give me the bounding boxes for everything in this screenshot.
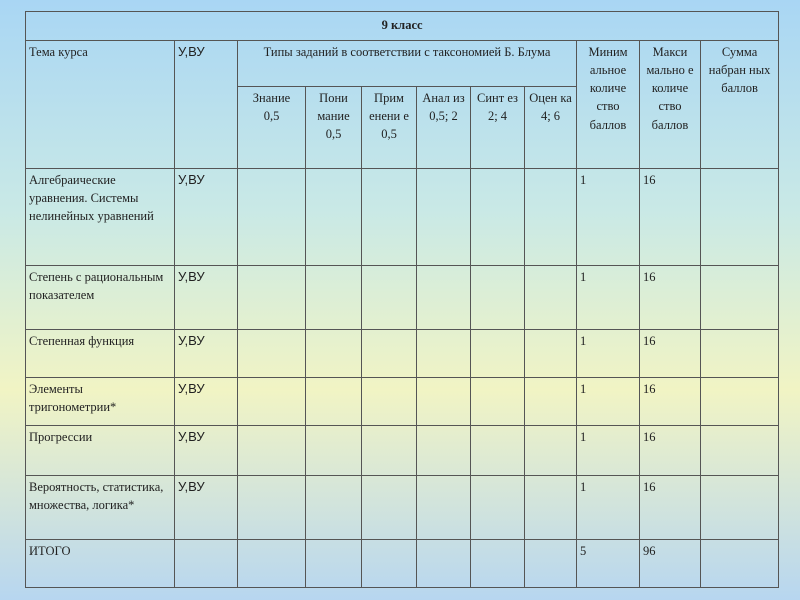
row-max-score: 16 — [640, 476, 701, 540]
empty-cell — [306, 476, 362, 540]
empty-cell — [471, 540, 525, 588]
row-min-score: 1 — [577, 426, 640, 476]
row-topic: Алгебраические уравнения. Системы нелинейных уравнений — [26, 169, 175, 266]
sub-name: Анал из — [422, 91, 465, 105]
row-sum-score — [701, 476, 779, 540]
empty-cell — [175, 540, 238, 588]
empty-cell — [525, 426, 577, 476]
sub-name: Прим енени е — [369, 91, 409, 124]
empty-cell — [362, 378, 417, 426]
empty-cell — [417, 169, 471, 266]
row-level: У,ВУ — [175, 169, 238, 266]
empty-cell — [306, 169, 362, 266]
table-row — [26, 330, 779, 378]
header-sum-score: Сумма набран ных баллов — [701, 41, 779, 169]
row-sum-score — [701, 378, 779, 426]
header-taxonomy: Типы заданий в соответствии с таксономией Б. Блума — [238, 41, 577, 87]
empty-cell — [525, 476, 577, 540]
sub-name: Оцен ка — [529, 91, 572, 105]
empty-cell — [238, 330, 306, 378]
empty-cell — [306, 266, 362, 330]
table-row — [26, 266, 779, 330]
empty-cell — [306, 540, 362, 588]
empty-cell — [238, 426, 306, 476]
empty-cell — [362, 169, 417, 266]
empty-cell — [362, 330, 417, 378]
header-sub-cell — [417, 87, 471, 169]
row-level: У,ВУ — [175, 330, 238, 378]
row-sum-score — [701, 426, 779, 476]
row-topic: Степень с рациональным показателем — [26, 266, 175, 330]
total-min-score: 5 — [577, 540, 640, 588]
row-min-score: 1 — [577, 330, 640, 378]
sub-name: Знание — [252, 91, 291, 105]
empty-cell — [417, 426, 471, 476]
empty-cell — [238, 476, 306, 540]
empty-cell — [417, 378, 471, 426]
empty-cell — [417, 330, 471, 378]
empty-cell — [238, 169, 306, 266]
header-max-score: Макси мально е количе ство баллов — [640, 41, 701, 169]
empty-cell — [525, 169, 577, 266]
row-topic: Степенная функция — [26, 330, 175, 378]
row-topic: Прогрессии — [26, 426, 175, 476]
header-topic: Тема курса — [26, 41, 175, 169]
total-max-score: 96 — [640, 540, 701, 588]
empty-cell — [362, 540, 417, 588]
empty-cell — [525, 378, 577, 426]
empty-cell — [471, 266, 525, 330]
table-row — [26, 169, 779, 266]
header-min-score: Миним альное количе ство баллов — [577, 41, 640, 169]
empty-cell — [471, 330, 525, 378]
header-sub-cell — [471, 87, 525, 169]
header-sub-cell — [525, 87, 577, 169]
empty-cell — [238, 378, 306, 426]
empty-cell — [417, 266, 471, 330]
row-level: У,ВУ — [175, 378, 238, 426]
table-row — [26, 378, 779, 426]
sub-name: Синт ез — [477, 91, 518, 105]
empty-cell — [238, 540, 306, 588]
sub-weight: 4; 6 — [540, 109, 561, 124]
row-topic: Элементы тригонометрии* — [26, 378, 175, 426]
table-row — [26, 426, 779, 476]
empty-cell — [306, 426, 362, 476]
sub-weight: 0,5 — [381, 127, 397, 142]
total-label: ИТОГО — [26, 540, 175, 588]
empty-cell — [238, 266, 306, 330]
header-sub-cell — [238, 87, 306, 169]
assessment-table — [25, 11, 779, 588]
empty-cell — [306, 378, 362, 426]
header-sub-cell — [306, 87, 362, 169]
table-title: 9 класс — [26, 12, 779, 41]
total-sum-score — [701, 540, 779, 588]
empty-cell — [471, 378, 525, 426]
row-min-score: 1 — [577, 476, 640, 540]
total-row — [26, 540, 779, 588]
row-max-score: 16 — [640, 330, 701, 378]
sub-weight: 0,5 — [263, 109, 280, 124]
row-max-score: 16 — [640, 426, 701, 476]
row-topic: Вероятность, статистика, множества, логика* — [26, 476, 175, 540]
row-level: У,ВУ — [175, 476, 238, 540]
row-max-score: 16 — [640, 378, 701, 426]
row-min-score: 1 — [577, 169, 640, 266]
empty-cell — [471, 476, 525, 540]
empty-cell — [362, 266, 417, 330]
row-level: У,ВУ — [175, 266, 238, 330]
sub-weight: 2; 4 — [487, 109, 508, 124]
empty-cell — [525, 266, 577, 330]
empty-cell — [471, 426, 525, 476]
header-level: У,ВУ — [175, 41, 238, 169]
empty-cell — [306, 330, 362, 378]
empty-cell — [417, 476, 471, 540]
header-sub-cell — [362, 87, 417, 169]
empty-cell — [525, 540, 577, 588]
row-level: У,ВУ — [175, 426, 238, 476]
row-max-score: 16 — [640, 266, 701, 330]
empty-cell — [417, 540, 471, 588]
sub-name: Пони мание — [317, 91, 350, 124]
row-min-score: 1 — [577, 266, 640, 330]
row-max-score: 16 — [640, 169, 701, 266]
empty-cell — [362, 426, 417, 476]
row-min-score: 1 — [577, 378, 640, 426]
row-sum-score — [701, 330, 779, 378]
row-sum-score — [701, 169, 779, 266]
empty-cell — [362, 476, 417, 540]
empty-cell — [525, 330, 577, 378]
sub-weight: 0,5; 2 — [429, 109, 458, 124]
table-row — [26, 476, 779, 540]
empty-cell — [471, 169, 525, 266]
sub-weight: 0,5 — [325, 127, 342, 142]
row-sum-score — [701, 266, 779, 330]
